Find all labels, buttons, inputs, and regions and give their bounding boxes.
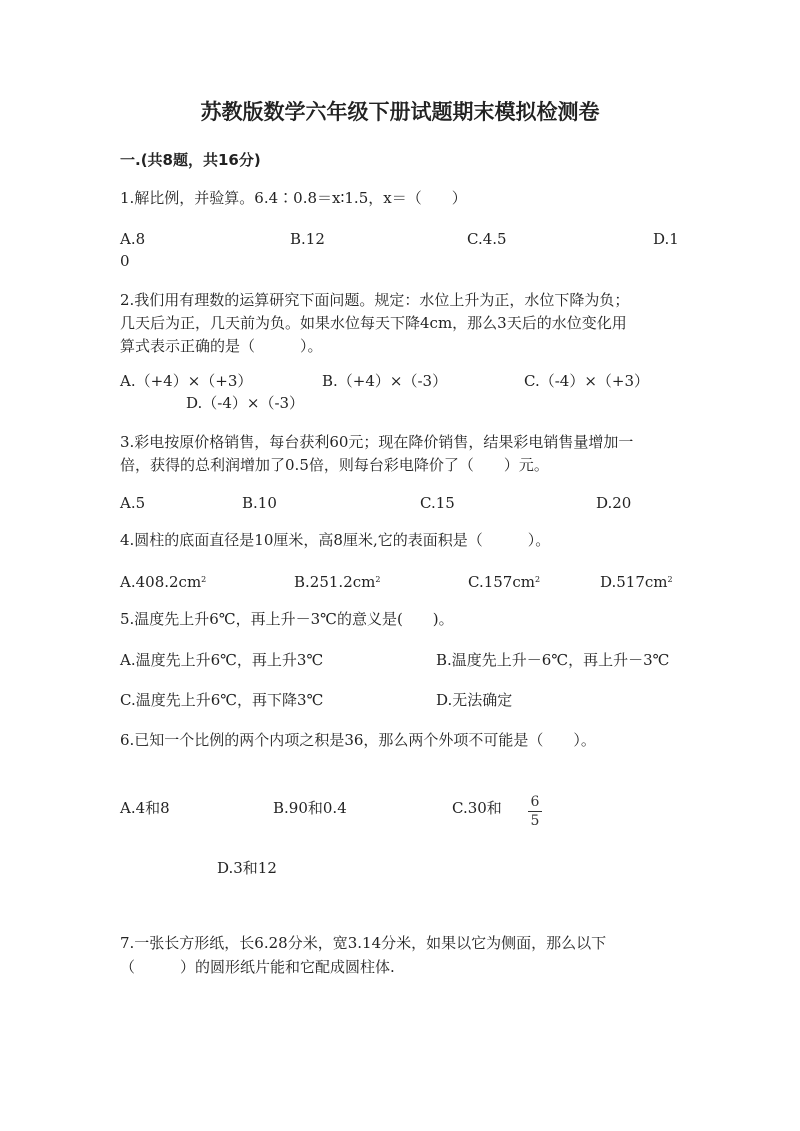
q4-option-d: $D.517cm^2$ (600, 573, 673, 591)
q6-stem: 6.已知一个比例的两个内项之积是36，那么两个外项不可能是（ ）。 (120, 731, 596, 749)
q5-option-a: A.温度先上升6℃，再上升3℃ (120, 651, 324, 669)
q6-option-c: C.30和 (452, 799, 502, 817)
q2-option-d: D.（-4）×（-3） (186, 394, 305, 412)
q3-stem-line-2: 倍，获得的总利润增加了0.5倍，则每台彩电降价了（ ）元。 (120, 456, 549, 474)
q6-option-d: D.3和12 (217, 859, 277, 877)
q2-stem-line-3: 算式表示正确的是（ ）。 (120, 337, 323, 355)
q1-option-d-wrap: 0 (120, 252, 130, 270)
q7-stem-line-1: 7.一张长方形纸，长6.28分米，宽3.14分米，如果以它为侧面，那么以下 (120, 934, 607, 952)
q3-option-d: D.20 (596, 494, 632, 512)
page-title: 苏教版数学六年级下册试题期末模拟检测卷 (200, 100, 600, 124)
q2-stem-line-2: 几天后为正，几天前为负。如果水位每天下降4cm，那么3天后的水位变化用 (120, 314, 627, 332)
q7-stem-line-2: （ ）的圆形纸片能和它配成圆柱体. (120, 958, 395, 976)
q1-option-d: D.1 (653, 230, 679, 248)
q5-stem: 5.温度先上升6℃，再上升－3℃的意义是( )。 (120, 610, 454, 628)
q1-stem: 1.解比例，并验算。6.4∶0.8＝x∶1.5，x＝（ ） (120, 189, 467, 207)
fraction-bar (528, 811, 542, 812)
q5-option-b: B.温度先上升－6℃，再上升－3℃ (436, 651, 670, 669)
q1-option-c: C.4.5 (467, 230, 507, 248)
q6-option-b: B.90和0.4 (273, 799, 347, 817)
q4-option-b: $B.251.2cm^2$ (294, 573, 381, 591)
section-heading: 一.(共8题，共16分) (120, 151, 261, 169)
q5-option-d: D.无法确定 (436, 691, 513, 709)
q2-option-c: C.（-4）×（+3） (524, 372, 650, 390)
q4-option-c: $C.157cm^2$ (468, 573, 541, 591)
q3-option-b: B.10 (242, 494, 277, 512)
q2-option-a: A.（+4）×（+3） (120, 372, 253, 390)
q1-option-b: B.12 (290, 230, 325, 248)
fraction-numerator: 6 (530, 794, 540, 810)
q6-option-c-fraction (526, 794, 544, 829)
q2-stem-line-1: 2.我们用有理数的运算研究下面问题。规定：水位上升为正，水位下降为负； (120, 291, 630, 309)
q4-stem: 4.圆柱的底面直径是10厘米，高8厘米,它的表面积是（ ）。 (120, 531, 551, 549)
q1-option-a: A.8 (120, 230, 146, 248)
q3-stem-line-1: 3.彩电按原价格销售，每台获利60元；现在降价销售，结果彩电销售量增加一 (120, 433, 634, 451)
q3-option-c: C.15 (420, 494, 455, 512)
fraction-denominator: 5 (530, 813, 540, 829)
q3-option-a: A.5 (120, 494, 146, 512)
q5-option-c: C.温度先上升6℃，再下降3℃ (120, 691, 324, 709)
q2-option-b: B.（+4）×（-3） (322, 372, 448, 390)
q4-option-a: $A.408.2cm^2$ (120, 573, 207, 591)
q6-option-a: A.4和8 (120, 799, 170, 817)
